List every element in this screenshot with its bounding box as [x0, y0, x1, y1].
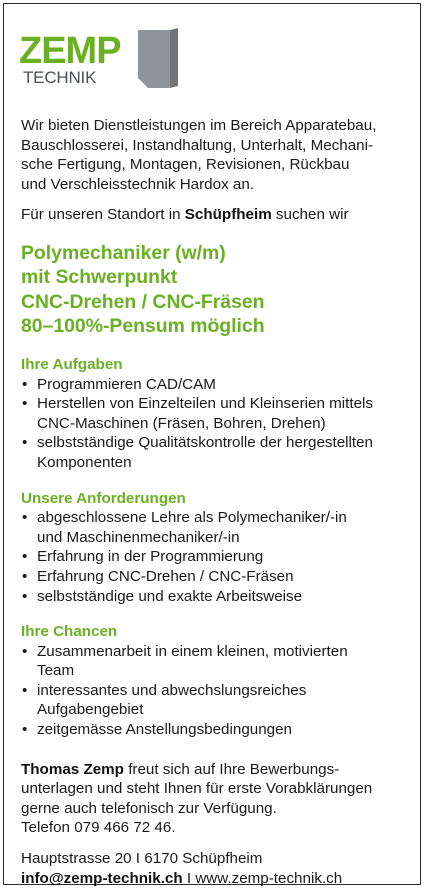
logo-ag-text: AG [96, 68, 122, 87]
tasks-title: Ihre Aufgaben [21, 355, 123, 373]
logo-grey-block [138, 30, 170, 88]
intro-line: sche Fertigung, Montagen, Revisionen, Rückbau [21, 156, 350, 174]
intro-line: und Verschleisstechnik Hardox an. [21, 175, 255, 193]
list-item-text: • selbstständige und exakte Arbeitsweise [37, 587, 303, 605]
location-before: Für unseren Standort in [21, 206, 185, 224]
intro-paragraph [21, 116, 416, 194]
list-item [21, 375, 416, 395]
list-item [21, 642, 416, 681]
list-item-text: • abgeschlossene Lehre als Polymechaniker/-in [37, 509, 347, 527]
list-item-text: • selbstständige Qualitätskontrolle der hergestellten [37, 434, 374, 452]
svg-text:TECHNIKAG [23, 68, 121, 87]
headline-line: Polymechaniker (w/m) [21, 241, 226, 264]
list-item-text: • Herstellen von Einzelteilen und Kleinserien mittels [37, 395, 373, 413]
requirements-title: Unsere Anforderungen [21, 489, 186, 507]
contact-text: unterlagen und steht Ihnen für erste Vorabklärungen [21, 780, 373, 798]
location-line [21, 205, 416, 225]
company-logo [18, 28, 198, 90]
list-item-text: CNC-Maschinen (Fräsen, Bohren, Drehen) [37, 414, 326, 432]
headline-line: 80–100%-Pensum möglich [21, 315, 265, 338]
logo-grey-shadow [170, 28, 178, 88]
contact-phone: Telefon 079 466 72 46. [21, 819, 176, 837]
job-ad-frame [3, 3, 421, 885]
headline-line: mit Schwerpunkt [21, 266, 178, 289]
logo-brand-text: ZEMP [19, 30, 121, 72]
footer-email-link[interactable]: info@zemp-technik.ch [21, 869, 183, 887]
requirements-list [21, 508, 416, 606]
list-item [21, 587, 416, 607]
list-item-text: • Zusammenarbeit in einem kleinen, motivierten [37, 642, 348, 660]
tasks-list [21, 375, 416, 473]
list-item [21, 681, 416, 720]
list-item-text: Team [37, 662, 75, 680]
contact-paragraph [21, 760, 416, 838]
footer-separator: I [182, 869, 196, 887]
intro-line: Wir bieten Dienstleistungen im Bereich Apparatebau, [21, 117, 377, 134]
footer-website-link[interactable]: www.zemp-technik.ch [195, 869, 343, 887]
list-item-text: • Erfahrung in der Programmierung [37, 548, 264, 566]
chances-list [21, 642, 416, 740]
footer [21, 849, 416, 888]
intro-line: Bauschlosserei, Instandhaltung, Unterhalt, Mechani- [21, 136, 374, 154]
list-item [21, 720, 416, 740]
chances-title: Ihre Chancen [21, 623, 118, 641]
list-item [21, 394, 416, 433]
list-item-text: und Maschinenmechaniker/-in [37, 528, 240, 546]
ad-content [21, 116, 416, 888]
list-item [21, 547, 416, 567]
list-item [21, 508, 416, 547]
contact-text: freut sich auf Ihre Bewerbungs- [123, 760, 340, 778]
contact-name: Thomas Zemp [21, 760, 124, 778]
list-item [21, 433, 416, 472]
list-item-text: • Programmieren CAD/CAM [37, 375, 216, 393]
job-headline [21, 241, 416, 339]
footer-address: Hauptstrasse 20 I 6170 Schüpfheim [21, 850, 263, 868]
list-item-text: • zeitgemässe Anstellungsbedingungen [37, 721, 292, 739]
contact-text: gerne auch telefonisch zur Verfügung. [21, 799, 277, 817]
headline-line: CNC-Drehen / CNC-Fräsen [21, 290, 265, 313]
location-place: Schüpfheim [184, 206, 272, 224]
logo-sub-text: TECHNIK [23, 68, 97, 87]
list-item-text: • Erfahrung CNC-Drehen / CNC-Fräsen [37, 567, 294, 585]
list-item-text: Aufgabengebiet [37, 701, 144, 719]
list-item-text: Komponenten [37, 453, 132, 471]
list-item [21, 567, 416, 587]
list-item-text: • interessantes und abwechslungsreiches [37, 681, 307, 699]
location-after: suchen wir [271, 206, 349, 224]
